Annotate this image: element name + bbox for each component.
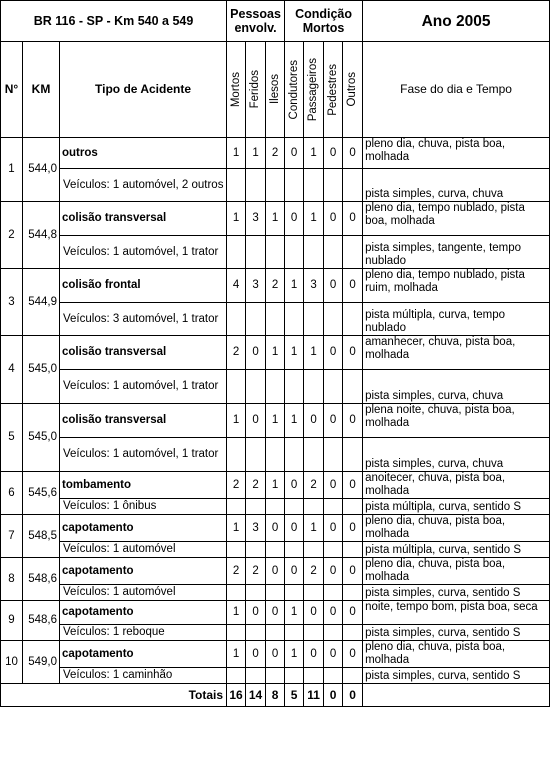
accident-row (1, 472, 550, 499)
count-passageiros: 0 (304, 404, 324, 438)
empty-outros (343, 585, 363, 601)
subheader-row (1, 42, 550, 138)
count-mortos: 2 (227, 558, 246, 585)
empty-passageiros (304, 438, 324, 472)
total-outros: 0 (343, 684, 363, 707)
count-condutores: 1 (285, 269, 304, 303)
vehicles-info: Veículos: 1 automóvel (60, 542, 227, 558)
col-header-ilesos-label: Ilesos (268, 74, 281, 105)
row-km: 548,6 (23, 601, 60, 641)
count-feridos: 3 (246, 515, 266, 542)
accident-detail-row (1, 542, 550, 558)
count-ilesos: 2 (266, 138, 285, 169)
count-passageiros: 2 (304, 472, 324, 499)
count-mortos: 1 (227, 641, 246, 668)
pessoas-line-1: Pessoas (230, 7, 281, 21)
empty-condutores (285, 668, 304, 684)
row-km: 549,0 (23, 641, 60, 684)
empty-ilesos (266, 625, 285, 641)
empty-outros (343, 169, 363, 202)
empty-condutores (285, 370, 304, 404)
empty-pedestres (324, 542, 343, 558)
accident-detail-row (1, 169, 550, 202)
row-km: 545,0 (23, 336, 60, 404)
empty-pedestres (324, 499, 343, 515)
row-number: 10 (1, 641, 23, 684)
count-pedestres: 0 (324, 269, 343, 303)
row-number: 9 (1, 601, 23, 641)
accident-type: outros (60, 138, 227, 169)
empty-passageiros (304, 668, 324, 684)
total-pedestres: 0 (324, 684, 343, 707)
accident-detail-row (1, 303, 550, 336)
count-mortos: 1 (227, 404, 246, 438)
conditions-secondary: pista simples, curva, chuva (363, 370, 550, 404)
total-feridos: 14 (246, 684, 266, 707)
count-outros: 0 (343, 404, 363, 438)
empty-outros (343, 438, 363, 472)
conditions-primary: pleno dia, chuva, pista boa, molhada (363, 641, 550, 668)
count-condutores: 0 (285, 472, 304, 499)
col-header-pedestres (324, 42, 343, 138)
conditions-primary: plena noite, chuva, pista boa, molhada (363, 404, 550, 438)
count-outros: 0 (343, 641, 363, 668)
empty-passageiros (304, 585, 324, 601)
row-number: 1 (1, 138, 23, 202)
empty-pedestres (324, 668, 343, 684)
empty-feridos (246, 625, 266, 641)
empty-mortos (227, 668, 246, 684)
empty-passageiros (304, 169, 324, 202)
accident-row (1, 601, 550, 625)
count-outros: 0 (343, 515, 363, 542)
empty-feridos (246, 585, 266, 601)
accident-type: colisão frontal (60, 269, 227, 303)
count-feridos: 3 (246, 202, 266, 236)
count-condutores: 0 (285, 558, 304, 585)
total-passageiros: 11 (304, 684, 324, 707)
accident-detail-row (1, 236, 550, 269)
empty-condutores (285, 585, 304, 601)
conditions-secondary: pista simples, curva, sentido S (363, 625, 550, 641)
total-condutores: 5 (285, 684, 304, 707)
pessoas-group-header (227, 1, 285, 42)
col-header-tipo: Tipo de Acidente (60, 42, 227, 138)
accident-type: colisão transversal (60, 336, 227, 370)
count-passageiros: 3 (304, 269, 324, 303)
empty-outros (343, 303, 363, 336)
row-number: 6 (1, 472, 23, 515)
accident-type: capotamento (60, 558, 227, 585)
accident-row (1, 269, 550, 303)
empty-feridos (246, 438, 266, 472)
empty-ilesos (266, 499, 285, 515)
empty-outros (343, 668, 363, 684)
count-pedestres: 0 (324, 138, 343, 169)
empty-feridos (246, 236, 266, 269)
col-header-passageiros (304, 42, 324, 138)
count-passageiros: 1 (304, 336, 324, 370)
row-number: 2 (1, 202, 23, 269)
count-ilesos: 0 (266, 641, 285, 668)
empty-mortos (227, 499, 246, 515)
vehicles-info: Veículos: 1 reboque (60, 625, 227, 641)
count-mortos: 1 (227, 138, 246, 169)
count-outros: 0 (343, 601, 363, 625)
count-condutores: 0 (285, 202, 304, 236)
empty-feridos (246, 499, 266, 515)
table-title: BR 116 - SP - Km 540 a 549 (1, 1, 227, 42)
count-condutores: 1 (285, 601, 304, 625)
empty-ilesos (266, 370, 285, 404)
conditions-primary: pleno dia, chuva, pista boa, molhada (363, 138, 550, 169)
conditions-secondary: pista simples, curva, chuva (363, 169, 550, 202)
empty-pedestres (324, 438, 343, 472)
condicao-group-header (285, 1, 363, 42)
row-km: 548,6 (23, 558, 60, 601)
empty-ilesos (266, 585, 285, 601)
count-passageiros: 0 (304, 601, 324, 625)
empty-mortos (227, 303, 246, 336)
empty-mortos (227, 169, 246, 202)
accident-row (1, 404, 550, 438)
vehicles-info: Veículos: 1 automóvel, 1 trator (60, 236, 227, 269)
accident-detail-row (1, 585, 550, 601)
total-ilesos: 8 (266, 684, 285, 707)
vehicles-info: Veículos: 1 caminhão (60, 668, 227, 684)
empty-ilesos (266, 236, 285, 269)
vehicles-info: Veículos: 1 ônibus (60, 499, 227, 515)
col-header-condutores-label: Condutores (287, 59, 300, 120)
count-pedestres: 0 (324, 641, 343, 668)
conditions-secondary: pista múltipla, curva, tempo nublado (363, 303, 550, 336)
count-feridos: 3 (246, 269, 266, 303)
row-number: 3 (1, 269, 23, 336)
count-ilesos: 1 (266, 472, 285, 499)
count-pedestres: 0 (324, 404, 343, 438)
count-pedestres: 0 (324, 601, 343, 625)
count-mortos: 1 (227, 601, 246, 625)
count-outros: 0 (343, 472, 363, 499)
col-header-ilesos (266, 42, 285, 138)
count-outros: 0 (343, 202, 363, 236)
count-condutores: 1 (285, 641, 304, 668)
count-outros: 0 (343, 336, 363, 370)
empty-feridos (246, 169, 266, 202)
col-header-feridos (246, 42, 266, 138)
accident-row (1, 558, 550, 585)
count-mortos: 1 (227, 515, 246, 542)
empty-pedestres (324, 370, 343, 404)
count-pedestres: 0 (324, 202, 343, 236)
empty-pedestres (324, 303, 343, 336)
empty-feridos (246, 668, 266, 684)
empty-condutores (285, 625, 304, 641)
vehicles-info: Veículos: 1 automóvel (60, 585, 227, 601)
accident-type: capotamento (60, 641, 227, 668)
count-ilesos: 0 (266, 558, 285, 585)
count-ilesos: 0 (266, 601, 285, 625)
empty-outros (343, 542, 363, 558)
row-km: 544,0 (23, 138, 60, 202)
accident-detail-row (1, 370, 550, 404)
empty-passageiros (304, 542, 324, 558)
empty-pedestres (324, 169, 343, 202)
accident-type: colisão transversal (60, 202, 227, 236)
total-mortos: 16 (227, 684, 246, 707)
col-header-passageiros-label: Passageiros (307, 57, 320, 122)
empty-feridos (246, 542, 266, 558)
col-header-fase: Fase do dia e Tempo (363, 42, 550, 138)
accident-detail-row (1, 668, 550, 684)
empty-ilesos (266, 169, 285, 202)
row-km: 544,9 (23, 269, 60, 336)
count-passageiros: 2 (304, 558, 324, 585)
accident-detail-row (1, 625, 550, 641)
empty-passageiros (304, 499, 324, 515)
empty-passageiros (304, 370, 324, 404)
condicao-line-1: Condição (295, 7, 353, 21)
count-mortos: 2 (227, 336, 246, 370)
accident-type: capotamento (60, 515, 227, 542)
vehicles-info: Veículos: 1 automóvel, 1 trator (60, 370, 227, 404)
count-mortos: 2 (227, 472, 246, 499)
count-feridos: 2 (246, 558, 266, 585)
col-header-outros (343, 42, 363, 138)
col-header-condutores (285, 42, 304, 138)
conditions-secondary: pista simples, curva, sentido S (363, 668, 550, 684)
row-number: 4 (1, 336, 23, 404)
accident-type: tombamento (60, 472, 227, 499)
col-header-num: N° (1, 42, 23, 138)
conditions-primary: amanhecer, chuva, pista boa, molhada (363, 336, 550, 370)
accident-type: capotamento (60, 601, 227, 625)
empty-mortos (227, 370, 246, 404)
empty-mortos (227, 438, 246, 472)
count-pedestres: 0 (324, 336, 343, 370)
count-ilesos: 2 (266, 269, 285, 303)
row-km: 545,0 (23, 404, 60, 472)
row-km: 545,6 (23, 472, 60, 515)
totals-empty (363, 684, 550, 707)
conditions-primary: pleno dia, chuva, pista boa, molhada (363, 558, 550, 585)
row-km: 544,8 (23, 202, 60, 269)
count-outros: 0 (343, 269, 363, 303)
pessoas-line-2: envolv. (234, 21, 277, 35)
conditions-primary: pleno dia, chuva, pista boa, molhada (363, 515, 550, 542)
count-feridos: 0 (246, 641, 266, 668)
empty-outros (343, 499, 363, 515)
accident-detail-row (1, 499, 550, 515)
accident-type: colisão transversal (60, 404, 227, 438)
count-outros: 0 (343, 558, 363, 585)
count-passageiros: 0 (304, 641, 324, 668)
accident-row (1, 641, 550, 668)
col-header-mortos-label: Mortos (229, 71, 242, 108)
count-ilesos: 0 (266, 515, 285, 542)
count-passageiros: 1 (304, 138, 324, 169)
totals-row (1, 684, 550, 707)
conditions-primary: noite, tempo bom, pista boa, seca (363, 601, 550, 625)
vehicles-info: Veículos: 1 automóvel, 1 trator (60, 438, 227, 472)
accident-detail-row (1, 438, 550, 472)
empty-condutores (285, 438, 304, 472)
empty-feridos (246, 303, 266, 336)
empty-passageiros (304, 303, 324, 336)
conditions-primary: anoitecer, chuva, pista boa, molhada (363, 472, 550, 499)
empty-passageiros (304, 625, 324, 641)
count-condutores: 0 (285, 515, 304, 542)
vehicles-info: Veículos: 3 automóvel, 1 trator (60, 303, 227, 336)
count-condutores: 1 (285, 336, 304, 370)
row-number: 5 (1, 404, 23, 472)
empty-condutores (285, 236, 304, 269)
empty-outros (343, 370, 363, 404)
empty-mortos (227, 625, 246, 641)
count-ilesos: 1 (266, 336, 285, 370)
count-pedestres: 0 (324, 515, 343, 542)
count-feridos: 2 (246, 472, 266, 499)
year-header: Ano 2005 (363, 1, 550, 42)
conditions-secondary: pista simples, curva, chuva (363, 438, 550, 472)
empty-condutores (285, 499, 304, 515)
conditions-secondary: pista múltipla, curva, sentido S (363, 542, 550, 558)
conditions-primary: pleno dia, tempo nublado, pista boa, molhada (363, 202, 550, 236)
header-row (1, 1, 550, 42)
empty-ilesos (266, 542, 285, 558)
empty-condutores (285, 303, 304, 336)
empty-pedestres (324, 236, 343, 269)
empty-condutores (285, 542, 304, 558)
col-header-feridos-label: Feridos (249, 70, 262, 109)
count-feridos: 1 (246, 138, 266, 169)
count-mortos: 4 (227, 269, 246, 303)
empty-pedestres (324, 625, 343, 641)
count-feridos: 0 (246, 404, 266, 438)
empty-feridos (246, 370, 266, 404)
conditions-secondary: pista múltipla, curva, sentido S (363, 499, 550, 515)
col-header-km: KM (23, 42, 60, 138)
row-km: 548,5 (23, 515, 60, 558)
conditions-primary: pleno dia, tempo nublado, pista ruim, molhada (363, 269, 550, 303)
conditions-secondary: pista simples, curva, sentido S (363, 585, 550, 601)
accident-row (1, 515, 550, 542)
count-pedestres: 0 (324, 472, 343, 499)
empty-outros (343, 625, 363, 641)
count-outros: 0 (343, 138, 363, 169)
empty-outros (343, 236, 363, 269)
count-passageiros: 1 (304, 202, 324, 236)
count-condutores: 0 (285, 138, 304, 169)
empty-passageiros (304, 236, 324, 269)
empty-mortos (227, 542, 246, 558)
empty-pedestres (324, 585, 343, 601)
count-condutores: 1 (285, 404, 304, 438)
empty-ilesos (266, 668, 285, 684)
count-ilesos: 1 (266, 404, 285, 438)
col-header-mortos (227, 42, 246, 138)
count-feridos: 0 (246, 601, 266, 625)
totals-label: Totais (1, 684, 227, 707)
empty-ilesos (266, 438, 285, 472)
empty-ilesos (266, 303, 285, 336)
empty-condutores (285, 169, 304, 202)
row-number: 7 (1, 515, 23, 558)
conditions-secondary: pista simples, tangente, tempo nublado (363, 236, 550, 269)
count-ilesos: 1 (266, 202, 285, 236)
accident-row (1, 138, 550, 169)
col-header-outros-label: Outros (346, 72, 359, 107)
condicao-line-2: Mortos (302, 21, 345, 35)
count-pedestres: 0 (324, 558, 343, 585)
count-passageiros: 1 (304, 515, 324, 542)
col-header-pedestres-label: Pedestres (326, 63, 339, 116)
count-feridos: 0 (246, 336, 266, 370)
accident-row (1, 202, 550, 236)
accident-row (1, 336, 550, 370)
row-number: 8 (1, 558, 23, 601)
empty-mortos (227, 585, 246, 601)
empty-mortos (227, 236, 246, 269)
vehicles-info: Veículos: 1 automóvel, 2 outros (60, 169, 227, 202)
count-mortos: 1 (227, 202, 246, 236)
